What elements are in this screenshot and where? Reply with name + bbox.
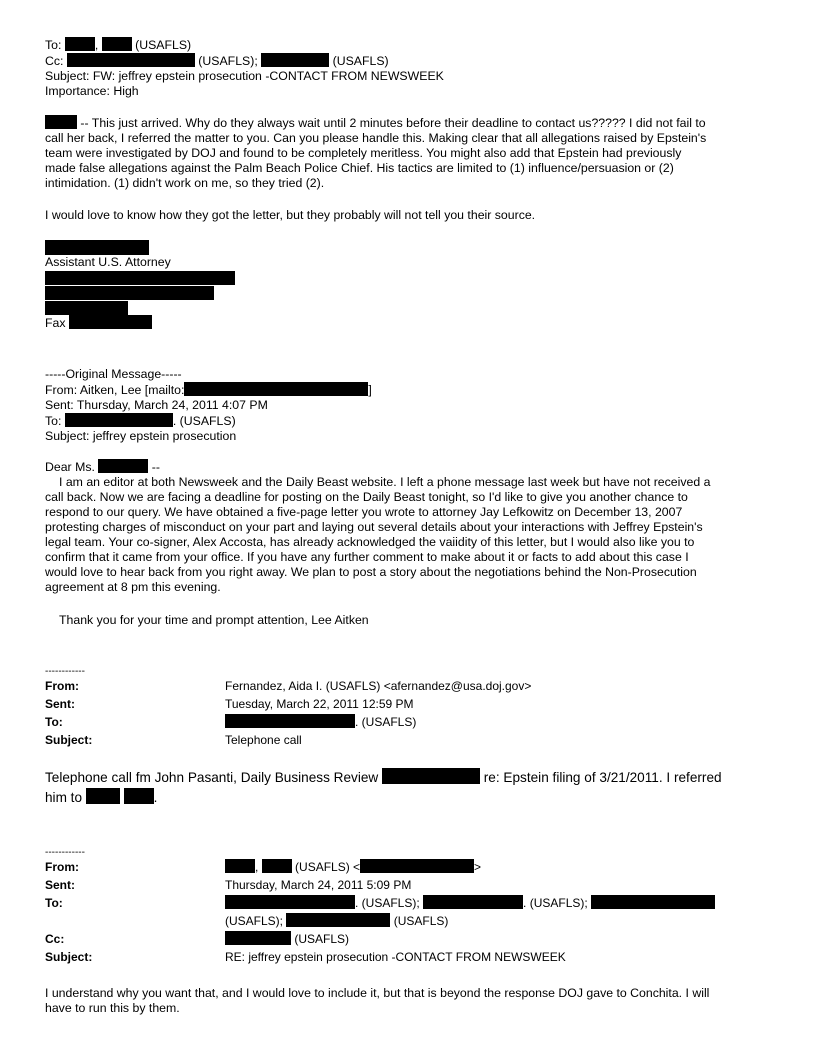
redaction bbox=[45, 271, 235, 285]
to-line: To: , (USAFLS) bbox=[45, 38, 192, 52]
divider: ------------ bbox=[45, 666, 85, 677]
email3-header: From: , (USAFLS) < > Sent: Thursday, March 24, 2011 5:09 PM To: . (USAFLS); . (USAFLS); (USAFLS); (USAFLS) Cc: (USAFLS) Subject: RE: jeffrey epstein prosecution -CONTACT FROM NEWSWEEK bbox=[45, 858, 765, 966]
redaction bbox=[69, 315, 152, 329]
redaction bbox=[65, 413, 173, 427]
redaction bbox=[67, 53, 195, 67]
message-body: -- This just arrived. Why do they always wait until 2 minutes before their deadline to contact us????? I did not fail to call her back, I referred the matter to you. Can you please handle this. Making clear that all allegations raised by Epstein's team were investigated by DOJ and found to be completely meritless. You might also add that Epstein had previously made false allegations against the Palm Beach Police Chief. His tactics are limited to (1) influence/persuasion or (2) intimidation. (1) didn't work on me, so they tried (2). bbox=[45, 116, 707, 190]
letter-body: Dear Ms. -- I am an editor at both Newsweek and the Daily Beast website. I left a phone message last week but have not received a call back. Now we are facing a deadline for posting on the Daily Beast tonight, so I'd like to give you another chance to respond to our query. We have obtained a five-page letter you wrote to attorney Jay Lefkowitz on December 13, 2007 protesting charges of misconduct on your part and laying out several details about your interactions with Jeffrey Epstein's legal team. Your co-signer, Alex Accosta, has already acknowledged the vaiidity of this letter, but I would also like you to confirm that it came from your office. If you have any further comment to make about it or facts to add about this case I would love to hear back from you right away. We plan to post a story about the negotiations behind the Non-Prosecution agreement at 8 pm this evening. bbox=[45, 460, 711, 594]
to-label: To: bbox=[45, 38, 62, 52]
signature-block bbox=[45, 240, 235, 331]
message-body-para2: I would love to know how they got the letter, but they probably will not tell you their source. bbox=[45, 208, 536, 222]
redaction bbox=[423, 895, 523, 909]
redaction bbox=[225, 859, 255, 873]
redaction bbox=[286, 913, 390, 927]
redaction bbox=[225, 714, 355, 728]
email-header bbox=[45, 37, 444, 99]
redaction bbox=[261, 53, 329, 67]
divider: ------------ bbox=[45, 847, 85, 858]
redaction bbox=[45, 240, 149, 255]
cc-label: Cc: bbox=[45, 54, 64, 68]
redaction bbox=[45, 301, 128, 315]
redaction bbox=[382, 768, 480, 784]
redaction bbox=[65, 37, 95, 51]
fax-line: Fax bbox=[45, 315, 235, 331]
redaction bbox=[262, 859, 292, 873]
email2-header: From: Fernandez, Aida I. (USAFLS) <afernandez@usa.doj.gov> Sent: Tuesday, March 22, 2011 12:59 PM To: . (USAFLS) Subject: Telephone call bbox=[45, 679, 532, 747]
redaction bbox=[184, 382, 368, 396]
subject-line: Subject: FW: jeffrey epstein prosecution -CONTACT FROM NEWSWEEK bbox=[45, 69, 444, 83]
redaction bbox=[124, 788, 154, 804]
redaction bbox=[86, 788, 120, 804]
letter-closing: Thank you for your time and prompt attention, Lee Aitken bbox=[59, 613, 369, 627]
redaction bbox=[360, 859, 474, 873]
original-message-header: -----Original Message----- From: Aitken, Lee [mailto: ] Sent: Thursday, March 24, 2011 4:07 PM To: . (USAFLS) Subject: jeffrey epstein prosecution bbox=[45, 367, 372, 443]
importance-line: Importance: High bbox=[45, 84, 139, 98]
email2-body: Telephone call fm John Pasanti, Daily Business Review re: Epstein filing of 3/21/2011. I referred him to . bbox=[45, 770, 722, 805]
email3-body: I understand why you want that, and I would love to include it, but that is beyond the response DOJ gave to Conchita. I will have to run this by them. bbox=[45, 986, 710, 1015]
signature-title: Assistant U.S. Attorney bbox=[45, 255, 171, 269]
redaction bbox=[225, 895, 355, 909]
redaction bbox=[102, 37, 132, 51]
redaction bbox=[225, 931, 291, 945]
cc-line: Cc: (USAFLS); (USAFLS) bbox=[45, 54, 389, 68]
redaction bbox=[591, 895, 715, 909]
redaction bbox=[98, 459, 148, 473]
redaction bbox=[45, 286, 214, 300]
redaction bbox=[45, 115, 77, 129]
